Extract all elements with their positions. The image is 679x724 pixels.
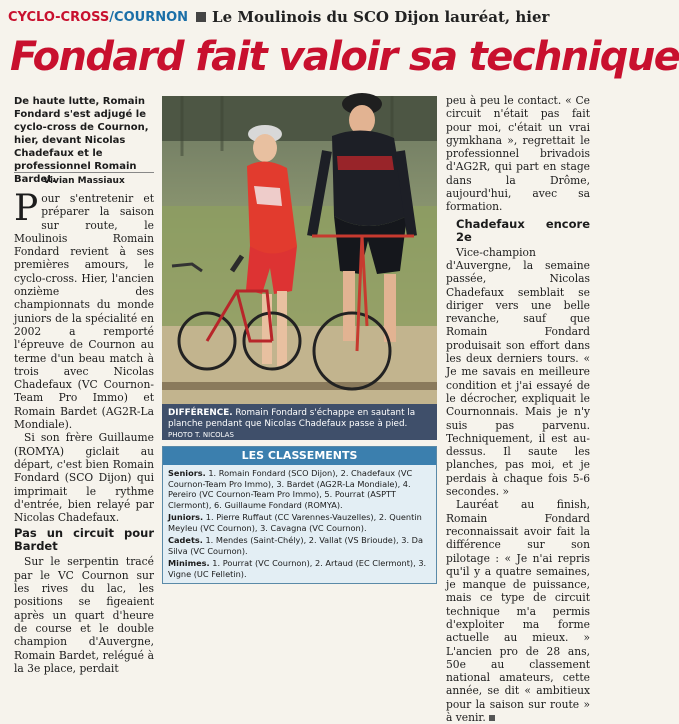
kicker-slash: / bbox=[109, 9, 115, 25]
lead-paragraph: De haute lutte, Romain Fondard s'est adjugé le cyclo-cross de Cournon, hier, devant Nicolas Chadefaux et le professionnel Romain Bardet. bbox=[14, 96, 149, 185]
list-item bbox=[168, 468, 431, 510]
subheading: Pas un circuit pour Bardet bbox=[14, 526, 154, 554]
category-results: 1. Mendes (Saint-Chély), 2. Vallat (VS Brioude), 3. Da Silva (VC Cournon). bbox=[168, 535, 423, 556]
left-column bbox=[14, 188, 154, 675]
article-paragraph bbox=[14, 188, 154, 432]
kicker-section: CYCLO-CROSS bbox=[8, 9, 110, 25]
list-item bbox=[168, 558, 431, 579]
category-label: Minimes. bbox=[168, 558, 210, 568]
article-paragraph bbox=[446, 498, 590, 724]
list-item bbox=[168, 535, 431, 556]
classements-list bbox=[163, 465, 436, 584]
paragraph-text: our s'entretenir et préparer la saison sur route, le Moulinois Romain Fondard revient à ses premières amours, le cyclo-cross. Hier, l'ancien onzième des championnats du monde juniors de la spécialité en 2002 a remporté l'épreuve de Cournon au terme d'un beau match à trois avec Nicolas Chadefaux (VC Cournon-Team Pro Immo) et Romain Bardet (AG2R-La Mondiale). bbox=[14, 192, 154, 432]
right-column bbox=[446, 94, 590, 724]
article-paragraph: Vice-champion d'Auvergne, la semaine passée, Nicolas Chadefaux semblait se diriger vers une belle revanche, sauf que Romain Fondard produisait son effort dans les deux derniers tours. « Je me savais en meilleure condition et j'ai essayé de le décrocher, expliquait le Cournonnais. Mais je n'y suis pas parvenu. Techniquement, il est au-dessus. Il saute les planches, pas moi, et je perdais à chaque fois 5-6 secondes. » bbox=[446, 245, 590, 499]
caption-label: DIFFÉRENCE. bbox=[168, 408, 233, 418]
headline: Fondard fait valoir sa technique bbox=[10, 34, 679, 80]
list-item bbox=[168, 512, 431, 533]
drop-cap: P bbox=[14, 188, 39, 229]
kicker-text: Le Moulinois du SCO Dijon lauréat, hier bbox=[212, 8, 550, 26]
article-paragraph: peu à peu le contact. « Ce circuit n'était pas fait pour moi, c'était un vrai gymkhana », regrettait le professionnel brivadois d'AG2R, qui part en stage dans la Drôme, aujourd'hui, avec sa formation. bbox=[446, 94, 590, 214]
photo-caption bbox=[162, 404, 437, 440]
article-paragraph: Si son frère Guillaume (ROMYA) giclait au départ, c'est bien Romain Fondard (SCO Dijon) qui imprimait le rythme d'entrée, bien relayé par Nicolas Chadefaux. bbox=[14, 431, 154, 525]
section-kicker bbox=[8, 6, 549, 28]
paragraph-text: Lauréat au finish, Romain Fondard reconnaissait avoir fait la différence sur son pilotage : « Je n'ai repris qu'il y a quatre semaines, je manque de puissance, mais ce type de circuit technique m'a permis d'exploiter ma forme actuelle au mieux. » L'ancien pro de 28 ans, 50e au classement national amateurs, cette année, se dit « ambitieux pour la saison sur route » à venir. bbox=[446, 498, 590, 724]
article-paragraph: Sur le serpentin tracé par le VC Cournon sur les rives du lac, les positions se figeaient après un quart d'heure de course et le double champion d'Auvergne, Romain Bardet, relégué à la 3e place, perdait bbox=[14, 555, 154, 675]
subheading: Chadefaux encore 2e bbox=[456, 216, 590, 244]
photo-credit: PHOTO T. NICOLAS bbox=[168, 431, 234, 439]
category-label: Juniors. bbox=[168, 512, 204, 522]
kicker-city: COURNON bbox=[114, 9, 189, 25]
category-results: 1. Romain Fondard (SCO Dijon), 2. Chadefaux (VC Cournon-Team Pro Immo), 3. Bardet (AG2R-La Mondiale), 4. Pereiro (VC Cournon-Team Pro Immo), 5. Pourrat (ASPTT Clermont), 6. Guillaume Fondard (ROMYA). bbox=[168, 468, 413, 510]
category-label: Cadets. bbox=[168, 535, 203, 545]
end-square-icon bbox=[489, 715, 495, 721]
race-photo bbox=[162, 96, 437, 404]
category-results: 1. Pierre Ruffaut (CC Varennes-Vauzelles), 2. Quentin Meyleu (VC Cournon), 3. Cavagna (VC Cournon). bbox=[168, 512, 422, 533]
category-label: Seniors. bbox=[168, 468, 206, 478]
classements-title: LES CLASSEMENTS bbox=[163, 447, 436, 465]
cyclists-photo-image bbox=[162, 96, 437, 404]
classements-box bbox=[162, 446, 437, 584]
kicker-square-icon bbox=[196, 12, 206, 22]
category-results: 1. Pourrat (VC Cournon), 2. Artaud (EC Clermont), 3. Vigne (UC Felletin). bbox=[168, 558, 427, 579]
byline: Vivian Massiaux bbox=[14, 172, 154, 186]
caption-text: Romain Fondard s'échappe en sautant la planche pendant que Nicolas Chadefaux passe à pied. bbox=[168, 408, 416, 429]
